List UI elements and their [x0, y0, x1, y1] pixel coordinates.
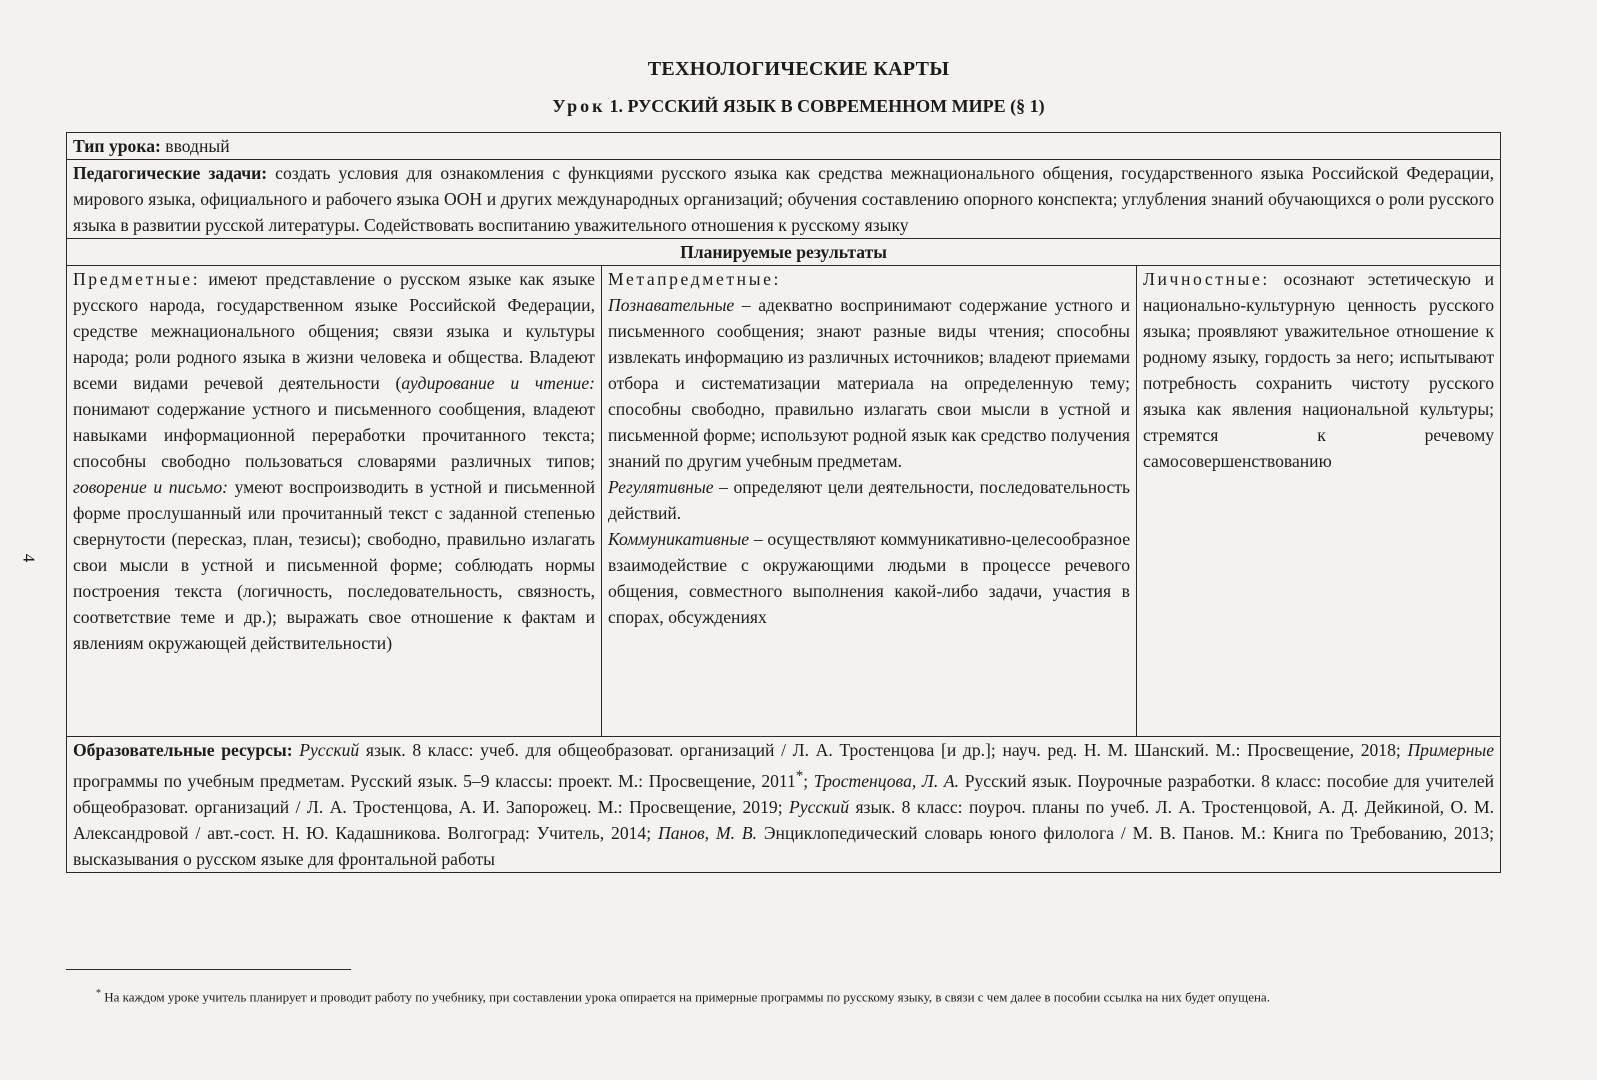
subject-text-1: имеют представление о русском языке как языке русского народа, государственном языке Российской Федерации, средстве межнационального общения; связи языка и культуры народа; роли родного языка в жизни человека и общества. Владеют всеми видами речевой деятельности (: [73, 269, 595, 393]
subject-text-2: понимают содержание устного и письменного сообщения, владеют навыками информационной переработки прочитанного текста; способны свободно пользоваться словарями различных типов;: [73, 399, 595, 471]
resource-italic-1: Русский: [299, 740, 360, 760]
lesson-title: [0, 96, 1597, 117]
resource-italic-4: Русский: [789, 796, 850, 817]
personal-label: Личностные:: [1143, 269, 1270, 289]
subject-italic-2: говорение и письмо:: [73, 477, 229, 497]
tasks-row: [67, 160, 1501, 239]
lesson-type-row: [67, 133, 1501, 160]
subject-italic-1: аудирование и чтение:: [401, 373, 595, 393]
resources-cell: [67, 737, 1501, 873]
footnote-reference: *: [795, 768, 804, 784]
resource-text-1: язык. 8 класс: учеб. для общеобразоват. организаций / Л. А. Тростенцова [и др.]; науч. ред. Н. М. Шанский. М.: Просвещение, 2018;: [359, 740, 1408, 760]
footnote: [66, 985, 1506, 1005]
resources-row: [67, 737, 1501, 873]
resource-italic-3: Тростенцова, Л. А.: [813, 770, 960, 791]
lesson-type-label: Тип урока:: [73, 136, 161, 156]
subject-text-3: умеют воспроизводить в устной и письменной форме прослушанный или прочитанный текст с заданной степенью свернутости (пересказ, план, тезисы); свободно, правильно излагать свои мысли в устной и письменной форме; соблюдать нормы построения текста (логичность, последовательность, связность, соответствие теме и др.); выражать свое отношение к фактам и явлениям окружающей действительности): [73, 477, 595, 653]
results-row: [67, 266, 1501, 737]
lesson-type-value: вводный: [160, 136, 230, 156]
meta-label: Метапредметные:: [608, 269, 782, 289]
footnote-mark: *: [96, 988, 101, 999]
lesson-type-cell: [67, 133, 1501, 160]
resource-text-5: Энциклопедический словарь юного филолога / М. В. Панов. М.: Книга по Требованию, 2013; высказывания о русском языке для фронтальной работы: [73, 822, 1495, 869]
resource-text-4: язык. 8 класс: поуроч. планы по учеб. Л. А. Тростенцовой, А. Д. Дейкиной, О. М. Александровой / авт.-сост. Н. Ю. Кадашникова. Волгоград: Учитель, 2014;: [73, 796, 1495, 843]
resources-label: Образовательные ресурсы:: [73, 740, 293, 760]
results-heading: Планируемые результаты: [67, 239, 1501, 266]
personal-text: осознают эстетическую и национально-культурную ценность русского языка; проявляют уважительное отношение к родному языку, гордость за него; испытывают потребность сохранить чистоту русского языка как явления национальной культуры; стремятся к речевому самосовершенствованию: [1143, 269, 1495, 471]
cognitive-label: Познавательные: [608, 295, 735, 315]
tasks-cell: [67, 160, 1501, 239]
regulatory-label: Регулятивные: [608, 477, 714, 497]
resource-italic-2: Примерные: [1407, 740, 1495, 760]
communicative-text: – осуществляют коммуникативно-целесообразное взаимодействие с окружающими людьми в процессе речевого общения, совместного выполнения какой-либо задачи, участия в спорах, обсуждениях: [608, 529, 1130, 627]
resource-text-2b: ;: [803, 770, 814, 791]
resource-italic-5: Панов, М. В.: [658, 822, 758, 843]
footnote-divider: [66, 969, 351, 970]
tasks-label: Педагогические задачи:: [73, 163, 268, 183]
technological-card-table: [66, 132, 1501, 873]
tasks-text: создать условия для ознакомления с функциями русского языка как средства межнационального общения, государственного языка Российской Федерации, мирового языка, официального и рабочего языка ООН и других международных организаций; обучения составлению опорного конспекта; углубления знаний обучающихся о роли русского языка в развитии русской литературы. Содействовать воспитанию уважительного отношения к русскому языку: [73, 163, 1495, 235]
subject-label: Предметные:: [73, 269, 201, 289]
footnote-text: На каждом уроке учитель планирует и проводит работу по учебнику, при составлении урока опирается на примерные программы по русскому языку, в связи с чем далее в пособии ссылка на них будет опущена.: [101, 989, 1270, 1005]
subject-results-cell: [67, 266, 602, 737]
lesson-name: 1. РУССКИЙ ЯЗЫК В СОВРЕМЕННОМ МИРЕ (§ 1): [609, 96, 1045, 116]
personal-results-cell: [1137, 266, 1501, 737]
cognitive-text: – адекватно воспринимают содержание устного и письменного сообщения; знают разные виды чтения; способны извлекать информацию из различных источников; владеют приемами отбора и систематизации материала на определенную тему; способны свободно, правильно излагать свои мысли в устной и письменной форме; используют родной язык как средство получения знаний по другим учебным предметам.: [608, 295, 1130, 471]
lesson-prefix: Урок: [552, 96, 606, 116]
results-heading-row: [67, 239, 1501, 266]
resource-text-2: программы по учебным предметам. Русский язык. 5–9 классы: проект. М.: Просвещение, 2011: [73, 770, 796, 791]
communicative-label: Коммуникативные: [608, 529, 750, 549]
page-number: 4: [19, 553, 39, 563]
page-title: ТЕХНОЛОГИЧЕСКИЕ КАРТЫ: [647, 58, 950, 80]
meta-results-cell: [602, 266, 1137, 737]
regulatory-text: – определяют цели деятельности, последовательность действий.: [608, 477, 1130, 523]
resource-text-3: Русский язык. Поурочные разработки. 8 класс: пособие для учителей общеобразоват. организаций / Л. А. Тростенцова, А. И. Запорожец. М.: Просвещение, 2019;: [73, 770, 1495, 817]
